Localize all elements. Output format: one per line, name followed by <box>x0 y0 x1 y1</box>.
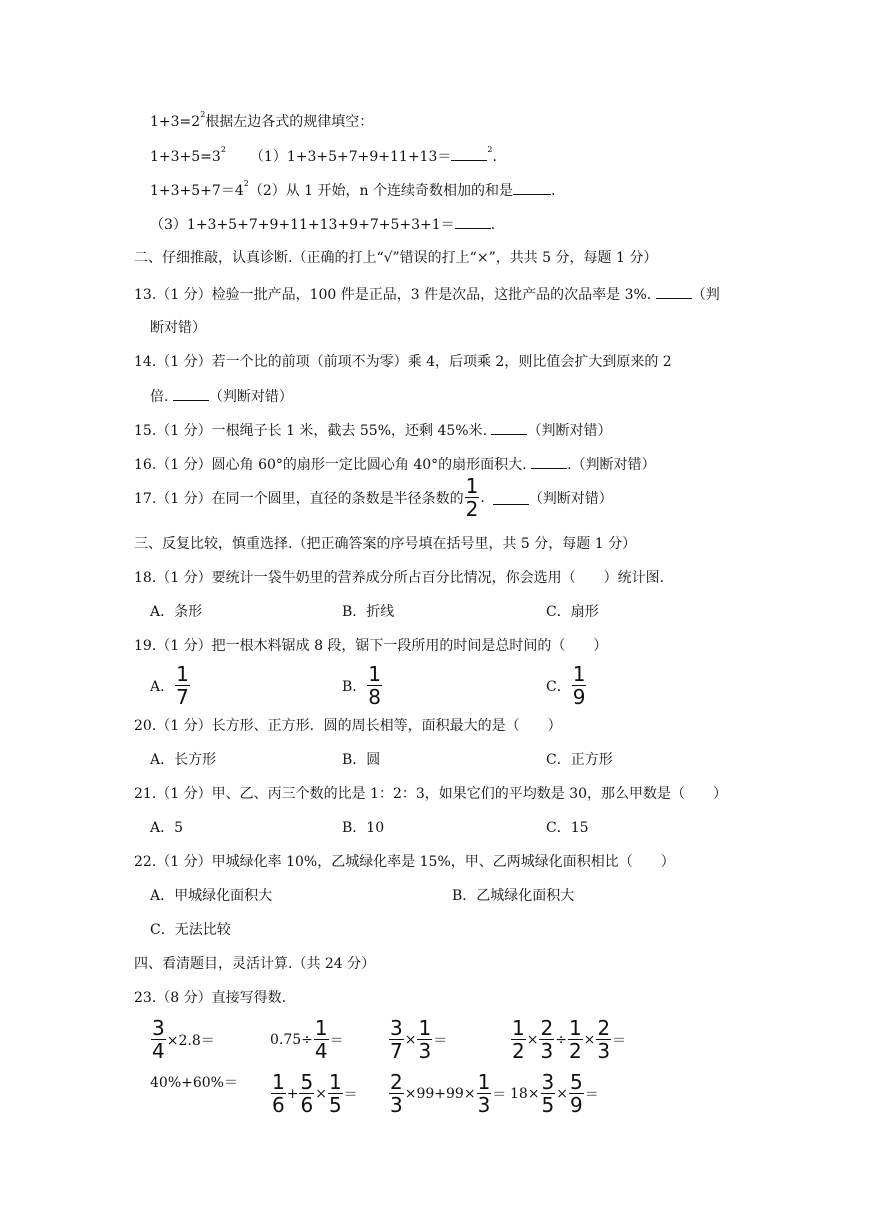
option-c[interactable]: C．扇形 <box>546 604 599 620</box>
expr-text: ＝ <box>584 1086 599 1103</box>
numerator: 1 <box>418 1016 432 1040</box>
option-a[interactable]: A．5 <box>150 820 184 836</box>
option-letter: A． <box>150 678 175 695</box>
question-text: （2）从 1 开始，n 个连续奇数相加的和是 <box>248 183 514 199</box>
option-b[interactable] <box>342 664 383 707</box>
question-22-stem: 22.（1 分）甲城绿化率 10%，乙城绿化率是 15%，甲、乙两城绿化面积相比（ ） <box>134 854 675 870</box>
question-21-stem: 21.（1 分）甲、乙、丙三个数的比是 1：2：3，如果它们的平均数是 30，那么甲数是（ ） <box>134 786 728 802</box>
operator: × <box>404 1031 417 1048</box>
question-17 <box>134 476 613 519</box>
numerator: 1 <box>572 662 586 686</box>
question-13-cont: 断对错） <box>150 320 206 336</box>
option-c[interactable]: C．正方形 <box>546 752 613 768</box>
fraction <box>175 664 190 707</box>
denominator: 5 <box>541 1093 555 1117</box>
calc-item-4 <box>510 1018 626 1061</box>
pattern-line-3 <box>150 180 555 201</box>
fraction <box>572 664 587 707</box>
denominator: 7 <box>390 1039 403 1063</box>
denominator: 3 <box>597 1039 611 1063</box>
question-text: 17.（1 分）在同一个圆里，直径的条数是半径条数的 <box>134 490 464 507</box>
question-text: （3）1+3+5+7+9+11+13+9+7+5+3+1＝ <box>150 217 455 233</box>
fraction <box>328 1072 343 1115</box>
calc-item-7 <box>388 1072 506 1115</box>
numerator: 1 <box>477 1070 491 1094</box>
calc-item-3 <box>388 1018 447 1061</box>
expr-text: 40%+60%＝ <box>150 1075 238 1091</box>
fraction <box>151 1018 166 1061</box>
denominator: 5 <box>328 1093 342 1117</box>
question-suffix: （判断对错） <box>208 389 293 405</box>
fraction <box>539 1018 554 1061</box>
denominator: 3 <box>477 1093 491 1117</box>
numerator: 2 <box>540 1016 554 1040</box>
numerator: 1 <box>272 1070 285 1094</box>
question-text: 15.（1 分）一根绳子长 1 米，截去 55%，还剩 45%米. <box>134 423 488 439</box>
question-19-stem: 19.（1 分）把一根木料锯成 8 段，锯下一段所用的时间是总时间的（ ） <box>134 638 608 654</box>
section-4-heading: 四、看清题目，灵活计算.（共 24 分） <box>134 956 376 972</box>
expr-text: ＝ <box>433 1032 448 1049</box>
option-a[interactable]: A．条形 <box>150 604 203 620</box>
numerator: 3 <box>541 1070 555 1094</box>
numerator: 3 <box>390 1016 403 1040</box>
fraction <box>596 1018 611 1061</box>
pattern-line-4 <box>150 214 495 235</box>
fraction <box>367 664 382 707</box>
numerator: 1 <box>568 1016 582 1040</box>
expr-text: ＝ <box>492 1086 507 1103</box>
denominator: 6 <box>272 1093 285 1117</box>
fraction <box>271 1072 286 1115</box>
expr-text: ×99+99× <box>404 1085 476 1102</box>
question-15 <box>134 420 611 441</box>
numerator: 1 <box>512 1016 525 1040</box>
answer-blank[interactable] <box>491 420 527 435</box>
operator: × <box>556 1085 569 1102</box>
expr-text: ＝ <box>329 1032 344 1049</box>
fraction <box>417 1018 432 1061</box>
pattern-expr: 1+3+5=3 <box>150 149 221 165</box>
period: . <box>551 183 556 199</box>
expr-text: 0.75÷ <box>270 1031 313 1048</box>
denominator: 3 <box>418 1039 432 1063</box>
exponent: 2 <box>243 179 249 188</box>
option-b[interactable]: B．折线 <box>342 604 395 620</box>
calc-item-5 <box>150 1072 238 1092</box>
fraction <box>299 1072 314 1115</box>
exponent: 2 <box>220 145 226 154</box>
calc-item-6 <box>270 1072 358 1115</box>
option-letter: B． <box>342 678 367 695</box>
denominator: 4 <box>152 1039 165 1063</box>
exponent: 2 <box>487 145 493 154</box>
question-suffix: .（判断对错） <box>567 457 656 473</box>
pattern-line-2 <box>150 146 497 167</box>
numerator: 1 <box>368 662 382 686</box>
numerator: 5 <box>570 1070 583 1094</box>
numerator: 1 <box>176 662 189 686</box>
denominator: 7 <box>176 685 189 709</box>
numerator: 2 <box>597 1016 611 1040</box>
pattern-expr: 1+3+5+7＝4 <box>150 183 244 199</box>
denominator: 8 <box>368 685 382 709</box>
question-text: 13.（1 分）检验一批产品，100 件是正品，3 件是次品，这批产品的次品率是 3%. <box>134 287 652 303</box>
period: . <box>490 217 496 233</box>
denominator: 2 <box>465 497 479 521</box>
numerator: 1 <box>314 1016 328 1040</box>
denominator: 2 <box>568 1039 582 1063</box>
exponent: 2 <box>200 110 206 119</box>
calc-item-1 <box>150 1018 215 1061</box>
option-a[interactable]: A．长方形 <box>150 752 217 768</box>
option-c[interactable]: C．15 <box>546 820 589 836</box>
fraction <box>465 476 480 519</box>
numerator: 5 <box>300 1070 314 1094</box>
numerator: 1 <box>465 474 479 498</box>
section-2-heading: 二、仔细推敲，认真诊断.（正确的打上“√”错误的打上“×”，共共 5 分，每题 1 分） <box>134 250 658 266</box>
fraction <box>389 1072 404 1115</box>
fraction <box>541 1072 556 1115</box>
answer-blank[interactable] <box>455 214 491 229</box>
denominator: 3 <box>540 1039 554 1063</box>
question-16 <box>134 454 656 475</box>
numerator: 2 <box>390 1070 403 1094</box>
option-b[interactable]: B．10 <box>342 820 385 836</box>
option-b[interactable]: B．圆 <box>342 752 381 768</box>
period: . <box>480 489 485 506</box>
section-3-heading: 三、反复比较，慎重选择.（把正确答案的序号填在括号里，共 5 分，每题 1 分） <box>134 536 637 552</box>
answer-blank[interactable] <box>656 284 692 299</box>
calc-item-2 <box>270 1018 344 1061</box>
answer-blank[interactable] <box>451 146 487 161</box>
option-a[interactable]: A．甲城绿化面积大 <box>150 888 273 904</box>
fraction <box>314 1018 329 1061</box>
question-suffix: （判断对错） <box>528 490 613 507</box>
expr-text: ＝ <box>612 1032 627 1049</box>
question-suffix: （判 <box>691 287 720 303</box>
operator: + <box>286 1085 299 1102</box>
question-13 <box>134 284 720 305</box>
operator: × <box>526 1031 539 1048</box>
answer-blank[interactable] <box>513 180 551 195</box>
question-text: （1）1+3+5+7+9+11+13＝ <box>249 149 452 165</box>
question-20-stem: 20.（1 分）长方形、正方形．圆的周长相等，面积最大的是（ ） <box>134 718 562 734</box>
answer-blank[interactable] <box>173 386 209 401</box>
numerator: 3 <box>152 1016 165 1040</box>
operator: ÷ <box>555 1031 567 1048</box>
option-c[interactable]: C．无法比较 <box>150 922 231 938</box>
operator: × <box>583 1031 596 1048</box>
question-text: 16.（1 分）圆心角 60°的扇形一定比圆心角 40°的扇形面积大. <box>134 457 527 473</box>
denominator: 2 <box>512 1039 525 1063</box>
calc-item-8 <box>510 1072 599 1115</box>
denominator: 4 <box>314 1039 328 1063</box>
numerator: 1 <box>328 1070 342 1094</box>
denominator: 6 <box>300 1093 314 1117</box>
question-14: 14.（1 分）若一个比的前项（前项不为零）乘 4，后项乘 2，则比值会扩大到原来的 2 <box>134 354 672 370</box>
fraction <box>477 1072 492 1115</box>
period: . <box>492 149 497 165</box>
denominator: 3 <box>390 1093 403 1117</box>
answer-blank[interactable] <box>531 454 567 469</box>
fraction <box>389 1018 404 1061</box>
option-b[interactable]: B．乙城绿化面积大 <box>452 888 575 904</box>
fraction <box>511 1018 526 1061</box>
expr-text: 18× <box>510 1085 540 1102</box>
question-suffix: （判断对错） <box>527 423 612 439</box>
answer-blank[interactable] <box>493 490 529 505</box>
question-14-cont <box>150 386 293 407</box>
expr-text: ＝ <box>343 1086 358 1103</box>
question-23-stem: 23.（8 分）直接写得数. <box>134 990 287 1006</box>
pattern-instruction: 根据左边各式的规律填空： <box>205 114 374 130</box>
fraction <box>569 1072 584 1115</box>
fraction <box>568 1018 583 1061</box>
pattern-line-1 <box>150 112 373 132</box>
option-letter: C． <box>546 678 571 695</box>
question-text: 倍. <box>150 389 169 405</box>
expr-text: ×2.8＝ <box>166 1032 215 1049</box>
pattern-expr: 1+3=2 <box>150 114 201 130</box>
option-c[interactable] <box>546 664 587 707</box>
denominator: 9 <box>572 685 586 709</box>
option-a[interactable] <box>150 664 191 707</box>
question-18-stem: 18.（1 分）要统计一袋牛奶里的营养成分所占百分比情况，你会选用（ ）统计图. <box>134 570 665 586</box>
denominator: 9 <box>570 1093 583 1117</box>
operator: × <box>315 1085 327 1102</box>
